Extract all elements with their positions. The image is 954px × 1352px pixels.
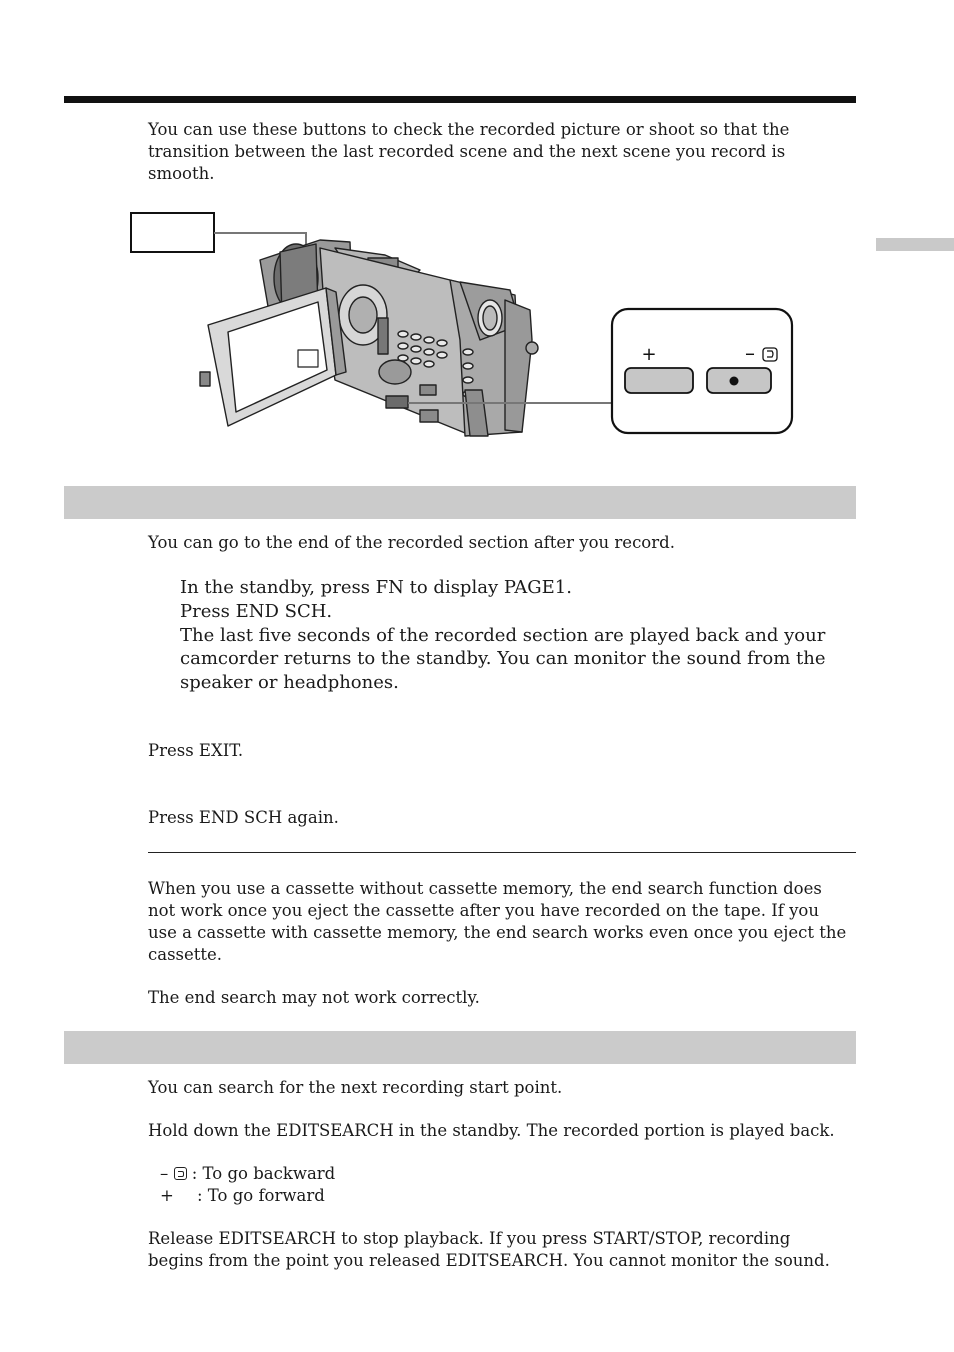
forward-line (160, 1185, 560, 1207)
edit-search-inset (612, 309, 792, 433)
editsearch-plus-button[interactable] (625, 368, 693, 393)
return-text: Press EXIT. (148, 741, 244, 760)
forward-sign: + (160, 1186, 174, 1205)
step-3: The last five seconds of the recorded section are played back and your camcorder returns to the standby. You can monitor the sound from the speaker or headphones. (180, 624, 826, 694)
section-header-edit-search (64, 1031, 856, 1064)
callout-box (131, 213, 214, 252)
note-may-not-work: The end search may not work correctly. (148, 988, 480, 1007)
rec-review-icon (174, 1167, 187, 1180)
note-cassette-memory: When you use a cassette without cassette memory, the end search function does not work once you eject the cassette after you have recorded on the tape. If you use a cassette with cassette memory, the end search works even once you eject the cassette. (148, 879, 847, 964)
section-header-end-search (64, 486, 856, 519)
step-1: In the standby, press FN to display PAGE1. (180, 577, 572, 598)
release-text: Release EDITSEARCH to stop playback. If you press START/STOP, recording begins from the point you released EDITSEARCH. You cannot monitor the sound. (148, 1229, 830, 1270)
edit-search-instruction: Hold down the EDITSEARCH in the standby. The recorded portion is played back. (148, 1121, 835, 1140)
top-rule (64, 96, 856, 103)
step-2: Press END SCH. (180, 600, 333, 622)
camcorder-icon (200, 240, 538, 436)
plus-label: + (641, 344, 657, 365)
forward-text: : To go forward (197, 1186, 325, 1205)
edit-search-lead: You can search for the next recording start point. (148, 1078, 563, 1097)
side-section-tab (876, 238, 954, 251)
notes-divider (148, 852, 856, 853)
backward-line (160, 1163, 560, 1185)
backward-text: : To go backward (191, 1164, 336, 1183)
intro-paragraph: You can use these buttons to check the recorded picture or shoot so that the transition between the last recorded scene and the next scene you record is smooth. (148, 120, 790, 183)
backward-sign: – (160, 1164, 169, 1183)
minus-label: – (745, 341, 755, 365)
editsearch-minus-button[interactable] (707, 368, 771, 393)
camcorder-figure (120, 200, 810, 450)
cancel-text: Press END SCH again. (148, 808, 339, 827)
dot-icon (730, 377, 739, 386)
end-search-steps (180, 576, 860, 695)
end-search-lead: You can go to the end of the recorded section after you record. (148, 533, 675, 552)
